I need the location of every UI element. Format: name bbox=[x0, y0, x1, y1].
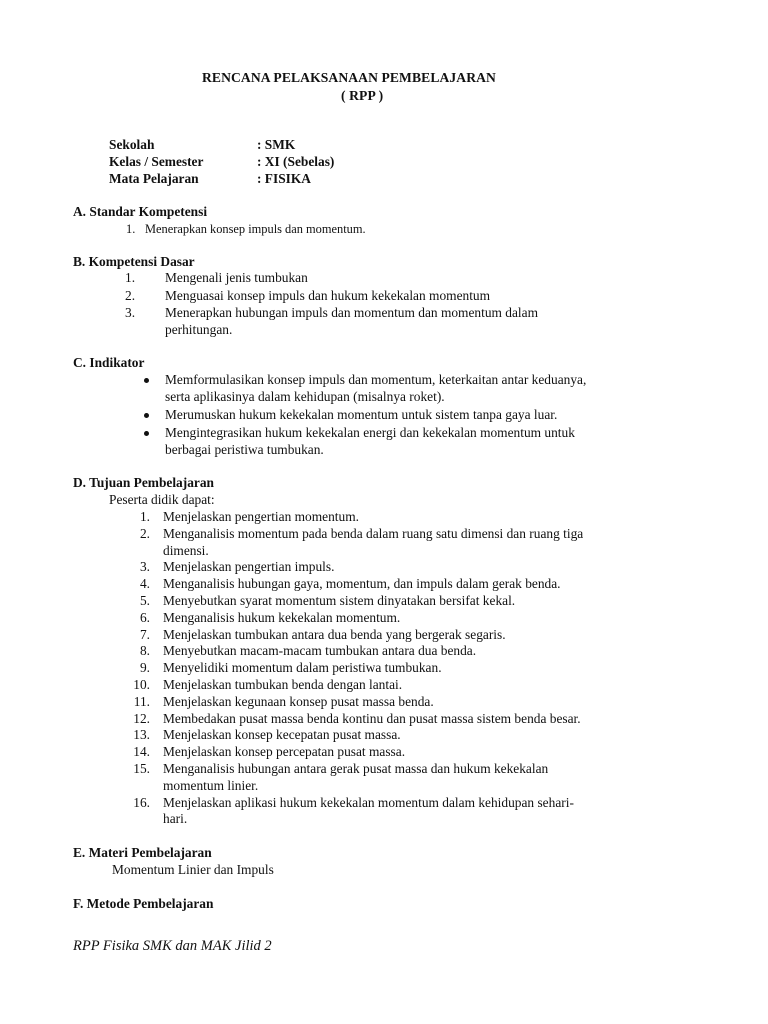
list-item-number: 2. bbox=[139, 525, 150, 541]
identity-value-class: : XI (Sebelas) bbox=[257, 154, 335, 169]
list-item-number: 12. bbox=[133, 710, 150, 726]
section-b-heading: B. Kompetensi Dasar bbox=[73, 254, 195, 269]
list-item-number: 3. bbox=[125, 305, 136, 320]
list-item: Menjelaskan kegunaan konsep pusat massa benda. bbox=[163, 693, 434, 709]
list-item-number: 9. bbox=[139, 660, 150, 676]
list-item: Memformulasikan konsep impuls dan momentum, keterkaitan antar keduanya, bbox=[165, 372, 587, 387]
list-item: Menjelaskan tumbukan benda dengan lantai. bbox=[163, 677, 403, 692]
list-item-number: 13. bbox=[133, 727, 150, 743]
list-item: Menjelaskan aplikasi hukum kekekalan momentum dalam kehidupan sehari- bbox=[163, 794, 574, 810]
bullet-icon bbox=[144, 378, 149, 383]
section-e-heading: E. Materi Pembelajaran bbox=[73, 845, 212, 860]
list-item-number: 16. bbox=[133, 794, 150, 810]
list-item: Menjelaskan pengertian impuls. bbox=[163, 559, 335, 575]
list-item-number: 15. bbox=[133, 761, 150, 776]
list-item: Menjelaskan tumbukan antara dua benda yang bergerak segaris. bbox=[163, 626, 506, 642]
bullet-icon bbox=[144, 431, 149, 436]
list-item-number: 4. bbox=[139, 576, 150, 592]
list-item: Merumuskan hukum kekekalan momentum untuk sistem tanpa gaya luar. bbox=[165, 407, 558, 422]
list-item: Menerapkan konsep impuls dan momentum. bbox=[145, 222, 366, 236]
identity-value-subject: : FISIKA bbox=[257, 171, 311, 186]
list-item: Menganalisis hubungan antara gerak pusat massa dan hukum kekekalan bbox=[163, 761, 549, 776]
list-item: Menjelaskan konsep kecepatan pusat massa. bbox=[163, 727, 401, 743]
document-subtitle: ( RPP ) bbox=[341, 88, 384, 103]
list-item: Membedakan pusat massa benda kontinu dan pusat massa sistem benda besar. bbox=[163, 710, 581, 726]
list-item: Mengenali jenis tumbukan bbox=[165, 270, 308, 285]
list-item-number: 5. bbox=[139, 593, 150, 608]
list-item-number: 1. bbox=[126, 222, 136, 236]
list-item-number: 2. bbox=[125, 288, 136, 303]
list-item: Menganalisis hukum kekekalan momentum. bbox=[163, 609, 401, 625]
list-item-number: 10. bbox=[133, 677, 150, 692]
section-d-heading: D. Tujuan Pembelajaran bbox=[73, 475, 214, 490]
list-item: Menerapkan hubungan impuls dan momentum dan momentum dalam bbox=[165, 305, 539, 320]
section-e-text: Momentum Linier dan Impuls bbox=[112, 862, 274, 877]
list-item-number: 6. bbox=[139, 609, 150, 625]
list-item: Menjelaskan pengertian momentum. bbox=[163, 509, 359, 524]
list-item-number: 7. bbox=[139, 626, 150, 642]
document-title: RENCANA PELAKSANAAN PEMBELAJARAN bbox=[202, 70, 496, 85]
list-item: Menganalisis momentum pada benda dalam ruang satu dimensi dan ruang tiga bbox=[163, 525, 584, 541]
section-f-heading: F. Metode Pembelajaran bbox=[73, 896, 214, 911]
list-item-number: 3. bbox=[139, 559, 150, 575]
identity-label-class: Kelas / Semester bbox=[109, 154, 204, 169]
list-item-continuation: berbagai peristiwa tumbukan. bbox=[165, 442, 324, 457]
list-item-continuation: serta aplikasinya dalam kehidupan (misalnya roket). bbox=[165, 389, 445, 404]
list-item-number: 8. bbox=[139, 643, 150, 659]
identity-label-subject: Mata Pelajaran bbox=[109, 171, 199, 186]
identity-label-school: Sekolah bbox=[109, 137, 155, 152]
list-item-continuation: momentum linier. bbox=[163, 777, 259, 793]
bullet-icon bbox=[144, 413, 149, 418]
identity-value-school: : SMK bbox=[257, 137, 296, 152]
list-item-continuation: dimensi. bbox=[163, 542, 209, 558]
list-item: Mengintegrasikan hukum kekekalan energi dan kekekalan momentum untuk bbox=[165, 425, 575, 440]
page-footer: RPP Fisika SMK dan MAK Jilid 2 bbox=[73, 938, 272, 954]
list-item-number: 1. bbox=[125, 270, 136, 285]
list-item: Menyelidiki momentum dalam peristiwa tumbukan. bbox=[163, 660, 442, 676]
list-item-number: 11. bbox=[133, 693, 150, 709]
list-item: Menjelaskan konsep percepatan pusat massa. bbox=[163, 744, 406, 760]
list-item-continuation: perhitungan. bbox=[165, 322, 233, 337]
list-item: Menganalisis hubungan gaya, momentum, dan impuls dalam gerak benda. bbox=[163, 576, 561, 592]
list-item: Menyebutkan syarat momentum sistem dinyatakan bersifat kekal. bbox=[163, 593, 516, 608]
list-item-continuation: hari. bbox=[163, 811, 188, 827]
list-item-number: 14. bbox=[133, 744, 150, 760]
list-item: Menguasai konsep impuls dan hukum kekekalan momentum bbox=[165, 288, 491, 303]
list-item: Menyebutkan macam-macam tumbukan antara dua benda. bbox=[163, 643, 477, 659]
section-a-heading: A. Standar Kompetensi bbox=[73, 204, 208, 219]
list-item-number: 1. bbox=[139, 509, 150, 524]
section-c-heading: C. Indikator bbox=[73, 355, 145, 370]
section-d-intro: Peserta didik dapat: bbox=[109, 492, 215, 507]
